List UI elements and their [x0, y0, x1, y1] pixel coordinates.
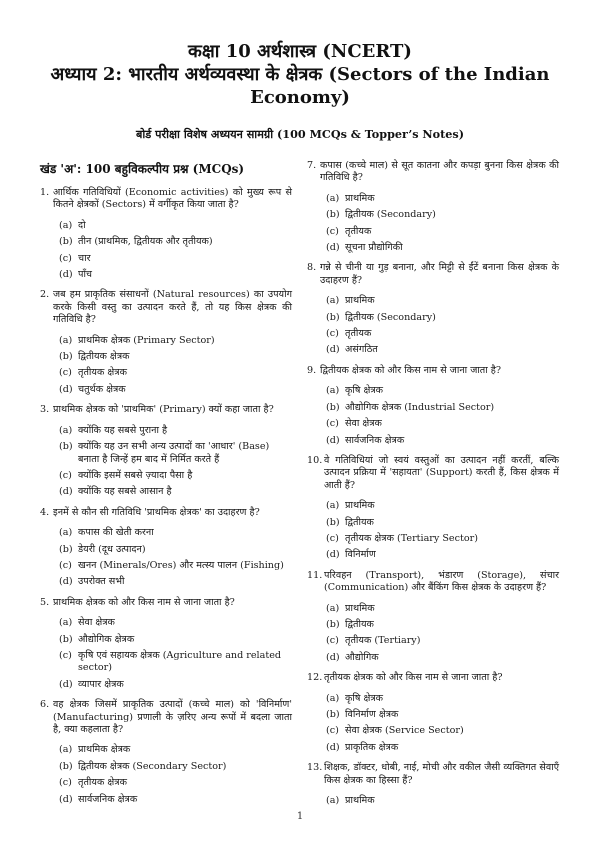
- option-text: तृतीयक: [345, 328, 372, 340]
- question-number: 1.: [40, 187, 50, 198]
- option-item: [326, 709, 559, 721]
- option-text: तीन (प्राथमिक, द्वितीयक और तृतीयक): [78, 236, 213, 248]
- option-label: (a): [326, 500, 340, 512]
- option-item: [59, 425, 292, 437]
- option-text: प्राथमिक क्षेत्रक (Primary Sector): [78, 334, 215, 346]
- option-item: [59, 576, 292, 588]
- option-text: तृतीयक (Tertiary): [345, 635, 421, 647]
- option-item: [326, 344, 559, 356]
- option-label: (a): [326, 692, 340, 704]
- question-text: द्वितीयक क्षेत्रक को और किस नाम से जाना जाता है?: [320, 364, 502, 376]
- options-list: [59, 527, 292, 589]
- option-label: (a): [326, 192, 340, 204]
- option-text: प्राथमिक: [345, 295, 375, 307]
- option-label: (b): [326, 209, 340, 221]
- option-item: [326, 295, 559, 307]
- option-label: (a): [59, 527, 73, 539]
- option-label: (b): [326, 709, 340, 720]
- option-text: प्राथमिक: [345, 795, 375, 807]
- option-label: (d): [59, 793, 73, 805]
- options-list: [326, 500, 559, 562]
- option-label: (d): [326, 242, 340, 254]
- option-item: [326, 435, 559, 447]
- option-item: [59, 441, 292, 466]
- option-text: द्वितीयक: [345, 516, 374, 528]
- option-label: (d): [59, 383, 73, 395]
- options-list: [59, 425, 292, 499]
- option-text: चतुर्थक क्षेत्रक: [78, 383, 126, 395]
- option-text: व्यापार क्षेत्रक: [78, 678, 124, 690]
- question-number: 11.: [307, 569, 323, 581]
- question-item: [307, 762, 559, 807]
- option-item: [326, 193, 559, 205]
- question-text: आर्थिक गतिविधियों (Economic activities) को मुख्य रूप से कितने क्षेत्रकों (Sectors) में वर्गीकृत किया जाता है?: [53, 187, 292, 211]
- option-item: [59, 367, 292, 379]
- option-item: [59, 560, 292, 572]
- question-number: 5.: [40, 596, 50, 608]
- option-text: औद्योगिक क्षेत्रक (Industrial Sector): [345, 401, 495, 413]
- option-item: [326, 549, 559, 561]
- option-text: सेवा क्षेत्रक: [78, 617, 115, 629]
- question-number: 8.: [307, 262, 317, 274]
- left-column: [40, 160, 292, 814]
- option-label: (d): [59, 486, 73, 498]
- question-text: शिक्षक, डॉक्टर, धोबी, नाई, मोची और वकील जैसी व्यक्तिगत सेवाएँ किस क्षेत्रक का हिस्सा हैं?: [324, 762, 559, 786]
- option-text: तृतीयक क्षेत्रक (Tertiary Sector): [345, 532, 478, 544]
- options-list: [59, 744, 292, 806]
- option-item: [59, 794, 292, 806]
- option-text: चार: [78, 252, 91, 264]
- options-list: [59, 220, 292, 282]
- question-text: वह क्षेत्रक जिसमें प्राकृतिक उत्पादों (कच्चे माल) को 'विनिर्माण' (Manufacturing) प्रणाली के ज़रिए अन्य रूपों में बदला जाता है, क्या कहलाता है?: [53, 699, 292, 735]
- option-label: (a): [326, 295, 340, 307]
- option-label: (a): [326, 795, 340, 807]
- option-text: प्राथमिक: [345, 192, 375, 204]
- option-label: (b): [59, 351, 73, 363]
- option-item: [59, 777, 292, 789]
- option-item: [326, 795, 559, 807]
- option-label: (a): [59, 219, 73, 231]
- question-number: 10.: [307, 454, 323, 466]
- option-item: [326, 517, 559, 529]
- option-text: द्वितीयक क्षेत्रक (Secondary Sector): [78, 760, 227, 772]
- options-list: [59, 617, 292, 691]
- option-label: (c): [59, 252, 72, 264]
- question-text: तृतीयक क्षेत्रक को और किस नाम से जाना जाता है?: [324, 672, 503, 684]
- option-text: सेवा क्षेत्रक (Service Sector): [345, 725, 464, 737]
- option-item: [326, 635, 559, 647]
- question-item: [307, 672, 559, 754]
- option-label: (c): [59, 469, 72, 481]
- option-text: क्योंकि यह सबसे आसान है: [78, 486, 172, 498]
- question-text: जब हम प्राकृतिक संसाधनों (Natural resources) का उपयोग करके किसी वस्तु का उत्पादन करते हैं, तो यह किस क्षेत्रक की गतिविधि है?: [53, 289, 292, 326]
- option-label: (b): [326, 401, 340, 413]
- option-label: (b): [59, 760, 73, 772]
- option-text: असंगठित: [345, 344, 378, 356]
- options-list: [326, 193, 559, 255]
- option-text: क्योंकि इसमें सबसे ज़्यादा पैसा है: [78, 469, 193, 481]
- option-label: (c): [326, 418, 339, 430]
- option-item: [59, 220, 292, 232]
- option-label: (a): [326, 385, 340, 397]
- option-label: (b): [326, 311, 340, 323]
- option-item: [326, 328, 559, 340]
- question-item: [40, 507, 292, 589]
- option-text: प्राथमिक: [345, 602, 375, 614]
- option-item: [326, 385, 559, 397]
- option-text: तृतीयक क्षेत्रक: [78, 777, 127, 789]
- question-number: 6.: [40, 699, 50, 711]
- option-label: (a): [59, 617, 73, 629]
- option-label: (c): [326, 328, 339, 340]
- option-text: सेवा क्षेत्रक: [345, 418, 382, 430]
- option-label: (c): [59, 559, 72, 571]
- option-text: डेयरी (दूध उत्पादन): [78, 543, 146, 555]
- option-item: [326, 693, 559, 705]
- option-item: [326, 500, 559, 512]
- option-item: [59, 744, 292, 756]
- option-label: (c): [59, 367, 72, 379]
- option-label: (b): [59, 236, 73, 248]
- option-text: कपास की खेती करना: [78, 527, 154, 539]
- option-item: [326, 742, 559, 754]
- option-item: [326, 418, 559, 430]
- option-text: सार्वजनिक क्षेत्रक: [78, 793, 138, 805]
- option-item: [326, 533, 559, 545]
- question-number: 12.: [307, 672, 323, 684]
- option-label: (c): [326, 532, 339, 544]
- option-item: [59, 527, 292, 539]
- question-number: 9.: [307, 364, 317, 376]
- question-item: [40, 597, 292, 691]
- option-item: [59, 650, 292, 675]
- question-text: प्राथमिक क्षेत्रक को और किस नाम से जाना जाता है?: [53, 596, 235, 608]
- options-list: [326, 295, 559, 357]
- option-text: विनिर्माण क्षेत्रक: [345, 709, 399, 720]
- option-item: [326, 312, 559, 324]
- option-item: [326, 619, 559, 631]
- subtitle: बोर्ड परीक्षा विशेष अध्ययन सामग्री (100 MCQs & Topper’s Notes): [136, 127, 464, 141]
- option-text: तृतीयक: [345, 225, 372, 237]
- option-label: (b): [326, 618, 340, 630]
- question-text: प्राथमिक क्षेत्रक को 'प्राथमिक' (Primary) क्यों कहा जाता है?: [53, 404, 274, 416]
- option-label: (d): [59, 576, 73, 588]
- question-item: [307, 455, 559, 562]
- option-item: [326, 725, 559, 737]
- option-text: औद्योगिक क्षेत्रक: [78, 633, 135, 645]
- section-heading: खंड 'अ': 100 बहुविकल्पीय प्रश्न (MCQs): [40, 162, 245, 176]
- question-item: [307, 365, 559, 447]
- option-text: सूचना प्रौद्योगिकी: [345, 242, 403, 254]
- option-label: (d): [326, 549, 340, 561]
- question-item: [40, 404, 292, 498]
- option-item: [326, 226, 559, 238]
- option-label: (a): [59, 424, 73, 436]
- option-item: [59, 335, 292, 347]
- option-text: प्राथमिक क्षेत्रक: [78, 744, 131, 756]
- option-text: द्वितीयक (Secondary): [345, 311, 436, 323]
- title-line-1: कक्षा 10 अर्थशास्त्र (NCERT): [188, 41, 412, 62]
- option-item: [326, 402, 559, 414]
- options-list: [326, 603, 559, 665]
- question-text: इनमें से कौन सी गतिविधि 'प्राथमिक क्षेत्रक' का उदाहरण है?: [53, 506, 260, 518]
- option-label: (a): [59, 334, 73, 346]
- option-text: पाँच: [78, 269, 93, 281]
- option-label: (d): [326, 434, 340, 446]
- option-text: प्राकृतिक क्षेत्रक: [345, 741, 399, 753]
- question-number: 4.: [40, 506, 50, 518]
- option-item: [59, 253, 292, 265]
- option-item: [59, 384, 292, 396]
- option-label: (c): [326, 725, 339, 737]
- option-text: तृतीयक क्षेत्रक: [78, 367, 127, 379]
- question-item: [40, 289, 292, 396]
- option-item: [59, 351, 292, 363]
- question-number: 3.: [40, 404, 50, 416]
- option-text: क्योंकि यह सबसे पुराना है: [78, 424, 168, 436]
- question-text: परिवहन (Transport), भंडारण (Storage), संचार (Communication) और बैंकिंग किस क्षेत्रक के उदाहरण हैं?: [324, 569, 559, 594]
- question-text: वे गतिविधियां जो स्वयं वस्तुओं का उत्पादन नहीं करतीं, बल्कि उत्पादन प्रक्रिया में 'सहायता' (Support) करती हैं, किस क्षेत्रक में आती हैं?: [324, 454, 559, 491]
- question-text: गन्ने से चीनी या गुड़ बनाना, और मिट्टी से ईंटें बनाना किस क्षेत्रक के उदाहरण हैं?: [320, 262, 559, 286]
- option-item: [59, 679, 292, 691]
- option-label: (c): [326, 635, 339, 647]
- option-text: प्राथमिक: [345, 500, 375, 512]
- option-item: [59, 486, 292, 498]
- option-text: कृषि एवं सहायक क्षेत्रक (Agriculture and related sector): [78, 649, 282, 674]
- options-list: [326, 693, 559, 755]
- option-label: (b): [59, 441, 73, 453]
- question-item: [40, 187, 292, 281]
- option-text: कृषि क्षेत्रक: [345, 692, 383, 704]
- question-item: [40, 699, 292, 806]
- option-text: द्वितीयक (Secondary): [345, 209, 436, 221]
- options-list: [326, 385, 559, 447]
- option-label: (c): [326, 225, 339, 237]
- title-line-2: अध्याय 2: भारतीय अर्थव्यवस्था के क्षेत्रक (Sectors of the Indian: [50, 64, 550, 85]
- question-text: कपास (कच्चे माल) से सूत कातना और कपड़ा बुनना किस क्षेत्रक की गतिविधि है?: [320, 160, 559, 184]
- option-item: [59, 634, 292, 646]
- question-number: 7.: [307, 160, 317, 171]
- document-header: [0, 40, 600, 142]
- option-text: द्वितीयक: [345, 618, 374, 630]
- options-list: [59, 335, 292, 397]
- option-item: [326, 603, 559, 615]
- option-item: [326, 652, 559, 664]
- option-label: (c): [59, 649, 72, 661]
- option-text: क्योंकि यह उन सभी अन्य उत्पादों का 'आधार' (Base) बनाता है जिन्हें हम बाद में निर्मित करते हैं: [78, 441, 270, 465]
- title-line-3: Economy): [250, 87, 350, 108]
- option-text: विनिर्माण: [345, 549, 376, 561]
- option-label: (d): [59, 269, 73, 281]
- option-text: खनन (Minerals/Ores) और मत्स्य पालन (Fishing): [78, 559, 284, 571]
- options-list: [326, 795, 559, 807]
- option-item: [59, 617, 292, 629]
- question-item: [307, 160, 559, 254]
- option-label: (d): [326, 344, 340, 356]
- option-item: [59, 236, 292, 248]
- option-label: (a): [59, 744, 73, 756]
- option-item: [326, 242, 559, 254]
- option-text: उपरोक्त सभी: [78, 576, 125, 588]
- right-column: [307, 160, 559, 815]
- question-item: [307, 570, 559, 664]
- option-label: (d): [326, 741, 340, 753]
- option-text: कृषि क्षेत्रक: [345, 385, 383, 397]
- option-label: (c): [59, 777, 72, 789]
- option-item: [59, 544, 292, 556]
- option-item: [59, 269, 292, 281]
- option-label: (b): [326, 516, 340, 528]
- option-text: औद्योगिक: [345, 651, 379, 663]
- option-label: (d): [59, 678, 73, 690]
- option-item: [59, 470, 292, 482]
- question-number: 2.: [40, 289, 50, 301]
- option-label: (b): [59, 543, 73, 555]
- option-text: दो: [78, 219, 86, 231]
- option-text: द्वितीयक क्षेत्रक: [78, 351, 130, 363]
- question-number: 13.: [307, 762, 323, 774]
- option-item: [59, 761, 292, 773]
- option-label: (d): [326, 651, 340, 663]
- option-item: [326, 209, 559, 221]
- page-number: 1: [296, 811, 304, 822]
- option-label: (b): [59, 633, 73, 645]
- question-item: [307, 262, 559, 356]
- option-text: सार्वजनिक क्षेत्रक: [345, 434, 405, 446]
- option-label: (a): [326, 602, 340, 614]
